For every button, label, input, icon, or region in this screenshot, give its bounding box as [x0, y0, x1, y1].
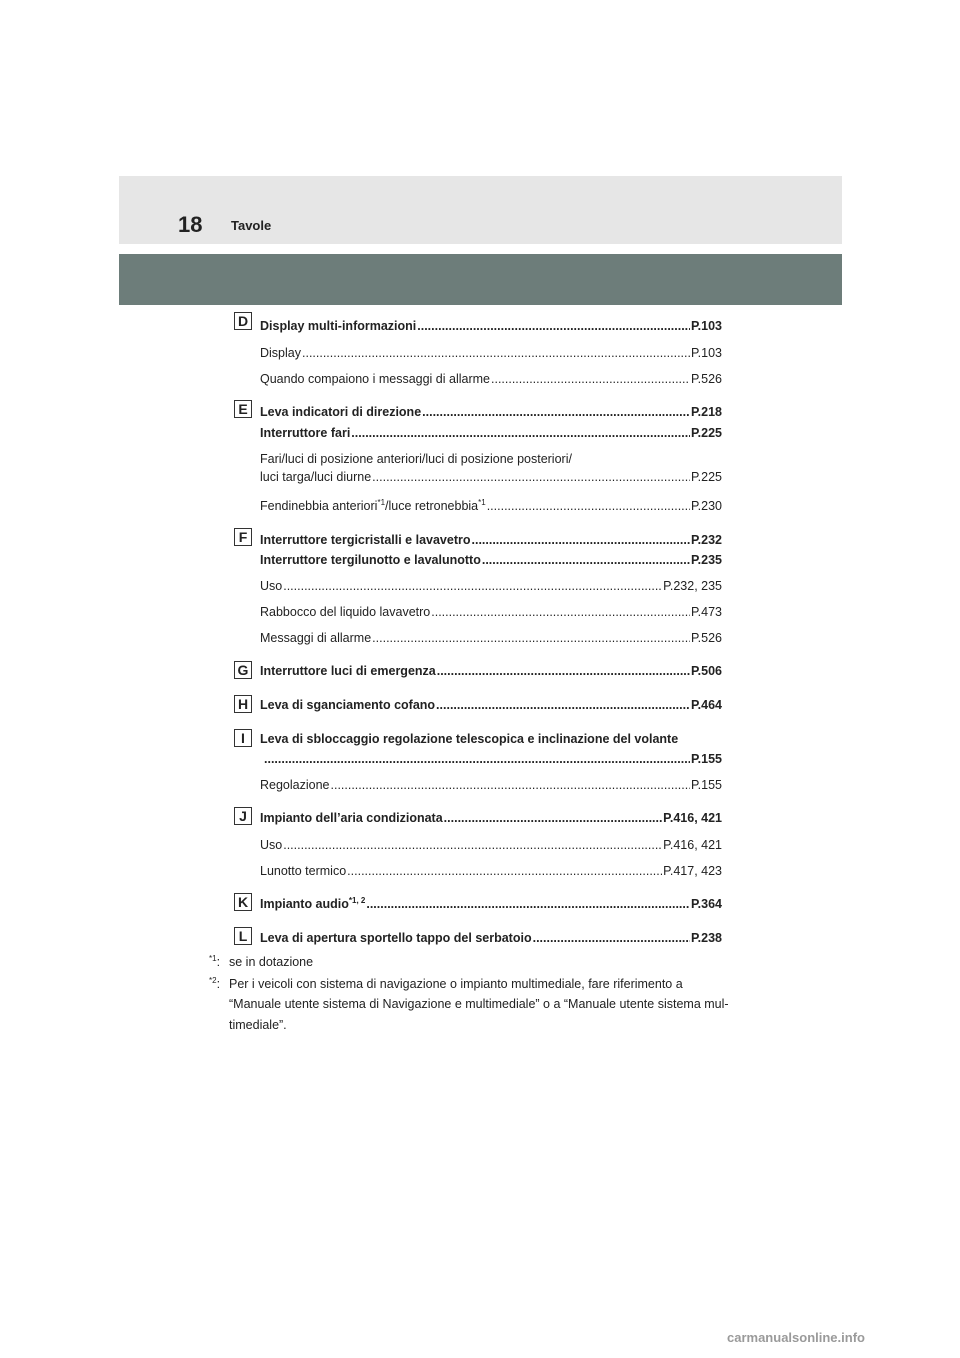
entry-page-ref: P.155	[690, 778, 722, 792]
page-number: 18	[178, 212, 203, 237]
toc-entry-lunotto-termico[interactable]	[260, 864, 722, 880]
entry-page-ref: P.225	[690, 426, 722, 440]
toc-entry-messaggi-allarme[interactable]	[260, 372, 722, 388]
section-title: Tavole	[231, 218, 272, 233]
entry-label: Regolazione	[260, 778, 330, 792]
entry-label: Rabbocco del liquido lavavetro	[260, 605, 431, 619]
entry-label	[260, 897, 365, 911]
entry-label: Messaggi di allarme	[260, 631, 372, 645]
toc-entry-fari-luci-line1: Fari/luci di posizione anteriori/luci di posizione posteriori/	[260, 452, 572, 466]
entry-page-ref: P.364	[690, 897, 722, 911]
toc-entry-fendinebbia[interactable]	[260, 499, 722, 515]
entry-label: Interruttore tergicristalli e lavavetro	[260, 533, 471, 547]
entry-page-ref: P.218	[690, 405, 722, 419]
footnote-2-line-2: “Manuale utente sistema di Navigazione e multimediale” o a “Manuale utente sistema mul-	[229, 997, 729, 1011]
toc-entry-aria-condizionata[interactable]	[260, 811, 722, 827]
entry-label: Interruttore tergilunotto e lavalunotto	[260, 553, 481, 567]
footnote-2-line-1: Per i veicoli con sistema di navigazione o impianto multimediale, fare riferimento a	[229, 977, 683, 991]
toc-entry-interruttore-tergilunotto[interactable]	[260, 553, 722, 569]
entry-page-ref: P.417, 423	[663, 864, 722, 878]
footnote-1-colon: :	[216, 955, 221, 969]
entry-label: luci targa/luci diurne	[260, 470, 372, 484]
footnote-1-mark	[209, 955, 220, 969]
entry-page-ref: P.506	[690, 664, 722, 678]
toc-entry-interruttore-fari[interactable]	[260, 426, 722, 442]
entry-page-ref: P.103	[690, 346, 722, 360]
letter-marker-f: F	[234, 528, 252, 546]
entry-page-ref: P.464	[690, 698, 722, 712]
letter-marker-l: L	[234, 927, 252, 945]
entry-page-ref: P.155	[690, 752, 722, 766]
entry-page-ref: P.238	[690, 931, 722, 945]
toc-entry-sportello-serbatoio[interactable]	[260, 931, 722, 947]
entry-page-ref: P.232, 235	[663, 579, 722, 593]
toc-entry-luci-emergenza[interactable]	[260, 664, 722, 680]
entry-label: Leva di apertura sportello tappo del serbatoio	[260, 931, 532, 945]
entry-label: Display	[260, 346, 301, 360]
letter-marker-j: J	[234, 807, 252, 825]
toc-entry-messaggi-allarme-2[interactable]	[260, 631, 722, 647]
toc-entry-rabbocco-liquido[interactable]	[260, 605, 722, 621]
toc-entry-uso-aria-condizionata[interactable]	[260, 838, 722, 854]
entry-label: Interruttore luci di emergenza	[260, 664, 436, 678]
entry-label: Interruttore fari	[260, 426, 351, 440]
entry-page-ref: P.232	[690, 533, 722, 547]
letter-marker-g: G	[234, 661, 252, 679]
toc-entry-display[interactable]	[260, 346, 722, 362]
footnote-ref: *1, 2	[348, 897, 366, 905]
entry-label: Leva di sganciamento cofano	[260, 698, 436, 712]
toc-entry-display-multi-informazioni[interactable]	[260, 319, 722, 335]
entry-page-ref: P.526	[690, 372, 722, 386]
letter-marker-k: K	[234, 893, 252, 911]
section-banner	[119, 254, 842, 305]
footnote-ref: *1	[377, 499, 386, 507]
entry-page-ref: P.526	[690, 631, 722, 645]
entry-label: Impianto dell’aria condizionata	[260, 811, 443, 825]
entry-page-ref: P.416, 421	[663, 838, 722, 852]
entry-label: Lunotto termico	[260, 864, 347, 878]
toc-entry-impianto-audio[interactable]	[260, 897, 722, 913]
footnote-ref: *1	[478, 499, 486, 507]
entry-page-ref: P.416, 421	[663, 811, 722, 825]
toc-entry-leva-sbloccaggio-line1[interactable]: Leva di sbloccaggio regolazione telescopica e inclinazione del volante	[260, 732, 679, 746]
toc-entry-sganciamento-cofano[interactable]	[260, 698, 722, 714]
entry-label	[260, 499, 486, 513]
entry-page-ref: P.103	[690, 319, 722, 333]
footnote-1-number: *1	[209, 953, 217, 963]
letter-marker-h: H	[234, 695, 252, 713]
entry-label-part: /luce retronebbia	[385, 499, 479, 513]
entry-label-part: Fendinebbia anteriori	[260, 499, 378, 513]
entry-label: Uso	[260, 579, 283, 593]
entry-page-ref: P.230	[690, 499, 722, 513]
footnote-2-number: *2	[209, 975, 217, 985]
footnote-1-text: se in dotazione	[229, 955, 314, 969]
letter-marker-i: I	[234, 729, 252, 747]
footnote-2-colon: :	[216, 977, 221, 991]
header-bar	[119, 176, 842, 244]
toc-entry-leva-indicatori-direzione[interactable]	[260, 405, 722, 421]
entry-label: Display multi-informazioni	[260, 319, 417, 333]
footnote-2-mark	[209, 977, 220, 991]
toc-entry-regolazione[interactable]	[260, 778, 722, 794]
entry-label: Quando compaiono i messaggi di allarme	[260, 372, 490, 386]
letter-marker-e: E	[234, 400, 252, 418]
entry-label: Uso	[260, 838, 283, 852]
toc-entry-uso-tergicristalli[interactable]	[260, 579, 722, 595]
watermark: carmanualsonline.info	[727, 1330, 865, 1345]
footnote-2-line-3: timediale”.	[229, 1018, 287, 1032]
entry-page-ref: P.225	[690, 470, 722, 484]
entry-page-ref: P.473	[690, 605, 722, 619]
toc-entry-interruttore-tergicristalli[interactable]	[260, 533, 722, 549]
toc-entry-leva-sbloccaggio-line2[interactable]	[263, 752, 722, 768]
entry-page-ref: P.235	[690, 553, 722, 567]
toc-entry-fari-luci-line2[interactable]	[260, 470, 722, 486]
entry-label: Leva indicatori di direzione	[260, 405, 422, 419]
entry-label-part: Impianto audio	[260, 897, 349, 911]
letter-marker-d: D	[234, 312, 252, 330]
